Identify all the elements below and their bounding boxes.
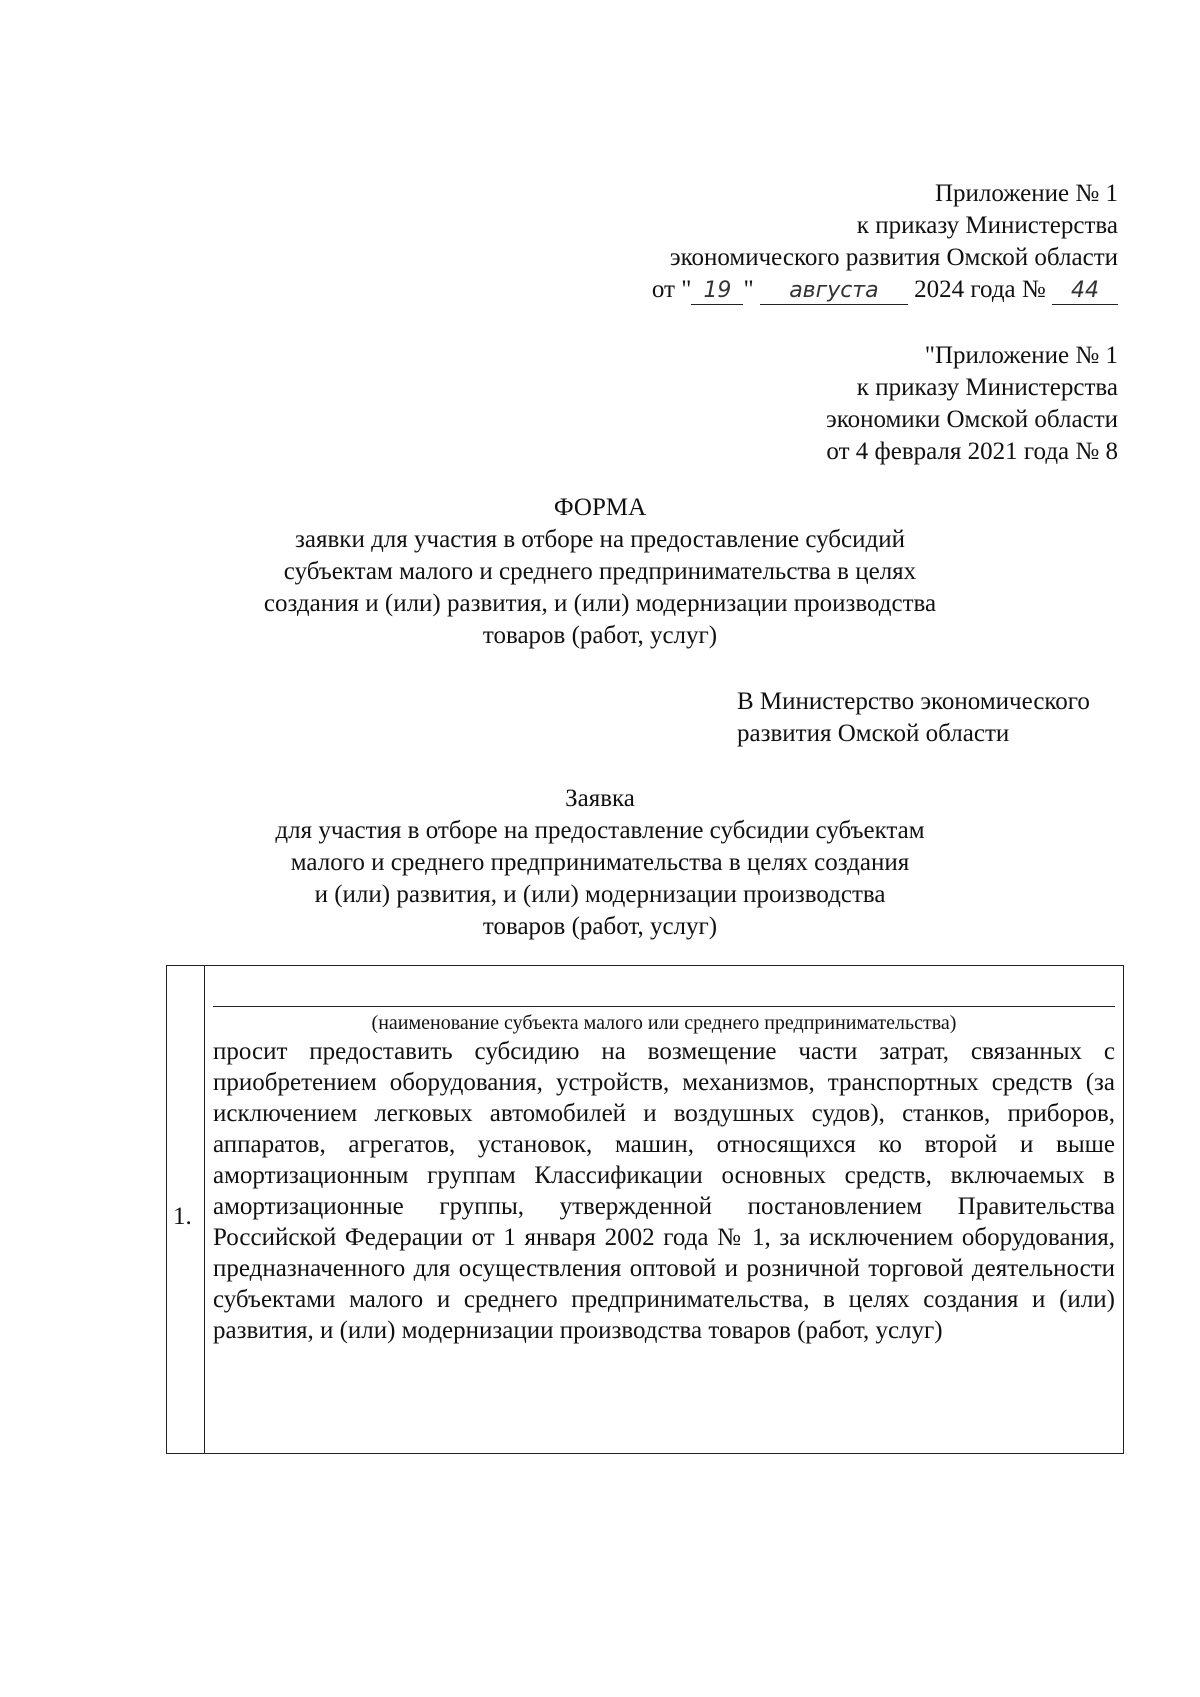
application-heading-line3: и (или) развития, и (или) модернизации производства	[314, 881, 886, 908]
application-heading-line2: малого и среднего предпринимательства в целях создания	[290, 849, 910, 876]
handwritten-order-number: 44	[1052, 278, 1118, 305]
appendix-current-line1: Приложение № 1	[934, 180, 1118, 207]
application-heading	[150, 783, 1050, 943]
application-heading-line4: товаров (работ, услуг)	[482, 913, 718, 940]
appendix-current-date-line	[652, 274, 1118, 306]
form-heading	[150, 492, 1050, 652]
application-table	[166, 965, 1124, 1454]
date-year: 2024 года №	[914, 276, 1046, 303]
appendix-previous-line4: от 4 февраля 2021 года № 8	[826, 438, 1118, 465]
appendix-current	[652, 178, 1118, 306]
request-text: просит предоставить субсидию на возмещение части затрат, связанных с приобретением оборудования, устройств, механизмов, транспортных средств (за исключением легковых автомобилей и воздушных судов), станков, приборов, аппаратов, агрегатов, установок, машин, относящихся ко второй и выше амортизационным группам Классификации основных средств, включаемых в амортизационные группы, утвержденной постановлением Правительства Российской Федерации от 1 января 2002 года № 1, за исключением оборудования, предназначенного для осуществления оптовой и розничной торговой деятельности субъектами малого и среднего предпринимательства, в целях создания и (или) развития, и (или) модернизации производства товаров (работ, услуг)	[213, 1038, 1115, 1344]
addressee	[737, 686, 1090, 750]
appendix-current-line3: экономического развития Омской области	[669, 244, 1118, 271]
form-title: ФОРМА	[553, 494, 647, 521]
appendix-current-line2: к приказу Министерства	[856, 212, 1118, 239]
appendix-previous-line1: "Приложение № 1	[924, 342, 1118, 369]
appendix-previous-line2: к приказу Министерства	[856, 374, 1118, 401]
form-heading-line4: товаров (работ, услуг)	[482, 622, 718, 649]
addressee-line2: развития Омской области	[737, 720, 1010, 747]
handwritten-month: августа	[760, 278, 908, 305]
application-heading-line1: для участия в отборе на предоставление субсидии субъектам	[275, 817, 925, 844]
entity-name-caption: (наименование субъекта малого или среднего предпринимательства)	[371, 1012, 957, 1034]
appendix-previous	[826, 340, 1118, 468]
form-heading-line2: субъектам малого и среднего предпринимательства в целях	[283, 558, 917, 585]
date-mid: "	[743, 276, 754, 303]
appendix-previous-line3: экономики Омской области	[825, 406, 1118, 433]
row-number-cell	[167, 966, 205, 1453]
form-heading-line1: заявки для участия в отборе на предоставление субсидий	[295, 526, 905, 553]
row-number: 1.	[173, 1203, 192, 1230]
entity-name-line[interactable]	[213, 1006, 1115, 1007]
date-prefix: от "	[651, 276, 692, 303]
addressee-line1: В Министерство экономического	[737, 688, 1090, 715]
application-title: Заявка	[565, 785, 635, 812]
form-heading-line3: создания и (или) развития, и (или) модернизации производства	[263, 590, 937, 617]
handwritten-day: 19	[691, 278, 743, 305]
row-content-cell	[213, 966, 1115, 1453]
